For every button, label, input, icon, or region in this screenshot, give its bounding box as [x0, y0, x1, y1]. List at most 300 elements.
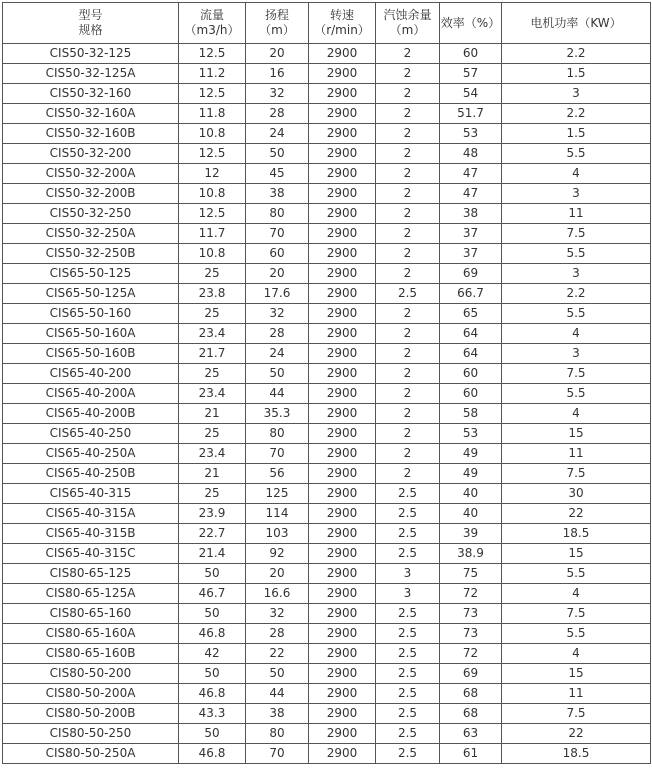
cell-head: 20 — [246, 564, 309, 584]
cell-head: 50 — [246, 664, 309, 684]
table-row — [3, 524, 651, 544]
cell-flow: 12.5 — [179, 204, 246, 224]
cell-speed: 2900 — [309, 544, 376, 564]
table-row — [3, 304, 651, 324]
cell-head: 92 — [246, 544, 309, 564]
cell-npsh: 2 — [376, 44, 440, 64]
cell-motor-power: 7.5 — [502, 704, 651, 724]
cell-model: CIS80-50-200 — [3, 664, 179, 684]
table-row — [3, 184, 651, 204]
cell-motor-power: 1.5 — [502, 124, 651, 144]
cell-speed: 2900 — [309, 264, 376, 284]
cell-model: CIS65-40-315A — [3, 504, 179, 524]
header-line: 规格 — [78, 23, 103, 37]
cell-flow: 10.8 — [179, 124, 246, 144]
cell-flow: 23.8 — [179, 284, 246, 304]
cell-flow: 50 — [179, 564, 246, 584]
cell-head: 70 — [246, 744, 309, 764]
table-row — [3, 664, 651, 684]
cell-npsh: 2 — [376, 124, 440, 144]
table-row — [3, 564, 651, 584]
table-row — [3, 624, 651, 644]
cell-head: 45 — [246, 164, 309, 184]
cell-flow: 12 — [179, 164, 246, 184]
cell-model: CIS50-32-125 — [3, 44, 179, 64]
cell-npsh: 2.5 — [376, 544, 440, 564]
cell-motor-power: 7.5 — [502, 604, 651, 624]
table-row — [3, 644, 651, 664]
cell-efficiency: 61 — [440, 744, 502, 764]
cell-speed: 2900 — [309, 204, 376, 224]
cell-speed: 2900 — [309, 464, 376, 484]
cell-flow: 46.8 — [179, 684, 246, 704]
header-line: 流量 — [199, 8, 224, 22]
cell-flow: 43.3 — [179, 704, 246, 724]
cell-model: CIS65-40-315C — [3, 544, 179, 564]
cell-model: CIS80-65-125A — [3, 584, 179, 604]
table-row — [3, 164, 651, 184]
header-line: 转速 — [329, 8, 354, 22]
cell-model: CIS80-65-160A — [3, 624, 179, 644]
cell-speed: 2900 — [309, 244, 376, 264]
cell-model: CIS80-50-250A — [3, 744, 179, 764]
cell-npsh: 2 — [376, 224, 440, 244]
cell-model: CIS50-32-250 — [3, 204, 179, 224]
cell-flow: 21.7 — [179, 344, 246, 364]
cell-motor-power: 5.5 — [502, 384, 651, 404]
table-row — [3, 704, 651, 724]
cell-npsh: 2 — [376, 464, 440, 484]
cell-speed: 2900 — [309, 704, 376, 724]
cell-npsh: 2 — [376, 264, 440, 284]
cell-npsh: 2.5 — [376, 664, 440, 684]
table-row — [3, 364, 651, 384]
cell-efficiency: 63 — [440, 724, 502, 744]
cell-npsh: 2 — [376, 184, 440, 204]
table-row — [3, 344, 651, 364]
cell-npsh: 2.5 — [376, 704, 440, 724]
cell-npsh: 2 — [376, 164, 440, 184]
cell-motor-power: 22 — [502, 504, 651, 524]
cell-efficiency: 38.9 — [440, 544, 502, 564]
cell-efficiency: 49 — [440, 464, 502, 484]
cell-npsh: 2.5 — [376, 484, 440, 504]
cell-npsh: 2.5 — [376, 724, 440, 744]
cell-model: CIS65-50-160A — [3, 324, 179, 344]
cell-speed: 2900 — [309, 664, 376, 684]
cell-head: 50 — [246, 144, 309, 164]
cell-npsh: 2.5 — [376, 644, 440, 664]
cell-motor-power: 5.5 — [502, 244, 651, 264]
cell-flow: 21 — [179, 404, 246, 424]
cell-model: CIS65-50-125A — [3, 284, 179, 304]
cell-efficiency: 72 — [440, 644, 502, 664]
cell-motor-power: 3 — [502, 344, 651, 364]
cell-speed: 2900 — [309, 624, 376, 644]
cell-efficiency: 38 — [440, 204, 502, 224]
cell-motor-power: 3 — [502, 84, 651, 104]
cell-npsh: 2.5 — [376, 624, 440, 644]
cell-npsh: 2.5 — [376, 744, 440, 764]
table-row — [3, 204, 651, 224]
cell-npsh: 2 — [376, 364, 440, 384]
cell-efficiency: 51.7 — [440, 104, 502, 124]
cell-model: CIS50-32-160A — [3, 104, 179, 124]
cell-efficiency: 54 — [440, 84, 502, 104]
header-line: 型号 — [78, 8, 103, 22]
header-model — [3, 3, 179, 44]
cell-flow: 12.5 — [179, 84, 246, 104]
cell-speed: 2900 — [309, 404, 376, 424]
cell-efficiency: 68 — [440, 684, 502, 704]
cell-speed: 2900 — [309, 684, 376, 704]
cell-efficiency: 37 — [440, 224, 502, 244]
table-row — [3, 124, 651, 144]
header-speed — [309, 3, 376, 44]
cell-model: CIS65-40-315 — [3, 484, 179, 504]
cell-motor-power: 3 — [502, 184, 651, 204]
cell-npsh: 2.5 — [376, 524, 440, 544]
header-line: 扬程 — [264, 8, 289, 22]
cell-npsh: 2 — [376, 144, 440, 164]
cell-flow: 10.8 — [179, 244, 246, 264]
cell-flow: 25 — [179, 484, 246, 504]
cell-npsh: 2.5 — [376, 604, 440, 624]
cell-efficiency: 75 — [440, 564, 502, 584]
header-motor-power — [502, 3, 651, 44]
cell-model: CIS80-65-160B — [3, 644, 179, 664]
cell-efficiency: 57 — [440, 64, 502, 84]
cell-motor-power: 15 — [502, 664, 651, 684]
cell-flow: 11.2 — [179, 64, 246, 84]
cell-speed: 2900 — [309, 564, 376, 584]
table-row — [3, 144, 651, 164]
cell-model: CIS65-40-315B — [3, 524, 179, 544]
cell-head: 60 — [246, 244, 309, 264]
header-row — [3, 3, 651, 44]
cell-speed: 2900 — [309, 524, 376, 544]
cell-npsh: 2 — [376, 324, 440, 344]
cell-speed: 2900 — [309, 224, 376, 244]
cell-model: CIS50-32-250A — [3, 224, 179, 244]
cell-speed: 2900 — [309, 164, 376, 184]
cell-flow: 25 — [179, 304, 246, 324]
cell-motor-power: 22 — [502, 724, 651, 744]
cell-flow: 50 — [179, 724, 246, 744]
cell-head: 32 — [246, 84, 309, 104]
cell-motor-power: 4 — [502, 404, 651, 424]
cell-model: CIS80-65-125 — [3, 564, 179, 584]
table-row — [3, 404, 651, 424]
cell-model: CIS65-40-200B — [3, 404, 179, 424]
cell-npsh: 2.5 — [376, 284, 440, 304]
cell-efficiency: 60 — [440, 44, 502, 64]
cell-model: CIS65-40-250 — [3, 424, 179, 444]
cell-efficiency: 47 — [440, 164, 502, 184]
cell-model: CIS80-50-250 — [3, 724, 179, 744]
cell-npsh: 2.5 — [376, 504, 440, 524]
header-line: （m） — [259, 23, 295, 37]
table-header — [3, 3, 651, 44]
cell-head: 70 — [246, 444, 309, 464]
cell-motor-power: 5.5 — [502, 304, 651, 324]
cell-speed: 2900 — [309, 724, 376, 744]
cell-npsh: 2.5 — [376, 684, 440, 704]
table-row — [3, 444, 651, 464]
cell-motor-power: 7.5 — [502, 224, 651, 244]
cell-head: 28 — [246, 624, 309, 644]
table-row — [3, 484, 651, 504]
cell-head: 28 — [246, 104, 309, 124]
cell-efficiency: 48 — [440, 144, 502, 164]
cell-speed: 2900 — [309, 324, 376, 344]
cell-motor-power: 7.5 — [502, 364, 651, 384]
cell-head: 125 — [246, 484, 309, 504]
header-line: 汽蚀余量 — [383, 8, 432, 22]
cell-motor-power: 1.5 — [502, 64, 651, 84]
cell-motor-power: 4 — [502, 164, 651, 184]
cell-speed: 2900 — [309, 604, 376, 624]
cell-model: CIS80-50-200B — [3, 704, 179, 724]
cell-flow: 50 — [179, 604, 246, 624]
table-row — [3, 584, 651, 604]
table-row — [3, 224, 651, 244]
cell-efficiency: 40 — [440, 504, 502, 524]
cell-efficiency: 66.7 — [440, 284, 502, 304]
cell-efficiency: 58 — [440, 404, 502, 424]
cell-motor-power: 4 — [502, 644, 651, 664]
cell-flow: 11.8 — [179, 104, 246, 124]
cell-model: CIS65-40-200 — [3, 364, 179, 384]
cell-flow: 12.5 — [179, 144, 246, 164]
cell-head: 20 — [246, 44, 309, 64]
cell-efficiency: 64 — [440, 344, 502, 364]
cell-npsh: 3 — [376, 584, 440, 604]
cell-speed: 2900 — [309, 424, 376, 444]
cell-efficiency: 65 — [440, 304, 502, 324]
header-line: （r/min） — [314, 23, 370, 37]
cell-speed: 2900 — [309, 344, 376, 364]
cell-npsh: 2 — [376, 344, 440, 364]
table-row — [3, 744, 651, 764]
header-efficiency — [440, 3, 502, 44]
cell-head: 32 — [246, 304, 309, 324]
cell-model: CIS50-32-250B — [3, 244, 179, 264]
cell-npsh: 2 — [376, 64, 440, 84]
cell-speed: 2900 — [309, 364, 376, 384]
cell-motor-power: 11 — [502, 204, 651, 224]
cell-flow: 10.8 — [179, 184, 246, 204]
cell-speed: 2900 — [309, 304, 376, 324]
table-row — [3, 324, 651, 344]
cell-head: 80 — [246, 204, 309, 224]
table-row — [3, 44, 651, 64]
cell-model: CIS65-40-250B — [3, 464, 179, 484]
cell-flow: 22.7 — [179, 524, 246, 544]
cell-flow: 46.8 — [179, 624, 246, 644]
cell-motor-power: 2.2 — [502, 44, 651, 64]
cell-motor-power: 11 — [502, 684, 651, 704]
cell-motor-power: 15 — [502, 544, 651, 564]
cell-npsh: 2 — [376, 304, 440, 324]
cell-speed: 2900 — [309, 744, 376, 764]
cell-speed: 2900 — [309, 104, 376, 124]
cell-head: 35.3 — [246, 404, 309, 424]
cell-flow: 23.4 — [179, 384, 246, 404]
cell-speed: 2900 — [309, 384, 376, 404]
cell-motor-power: 2.2 — [502, 284, 651, 304]
pump-spec-table — [2, 2, 651, 764]
cell-model: CIS50-32-200 — [3, 144, 179, 164]
cell-efficiency: 69 — [440, 664, 502, 684]
cell-motor-power: 30 — [502, 484, 651, 504]
cell-speed: 2900 — [309, 184, 376, 204]
header-head — [246, 3, 309, 44]
table-row — [3, 604, 651, 624]
cell-efficiency: 64 — [440, 324, 502, 344]
cell-speed: 2900 — [309, 64, 376, 84]
cell-npsh: 2 — [376, 244, 440, 264]
cell-flow: 23.4 — [179, 324, 246, 344]
cell-head: 44 — [246, 684, 309, 704]
cell-efficiency: 39 — [440, 524, 502, 544]
cell-speed: 2900 — [309, 504, 376, 524]
cell-motor-power: 5.5 — [502, 144, 651, 164]
header-flow — [179, 3, 246, 44]
cell-flow: 25 — [179, 264, 246, 284]
cell-motor-power: 11 — [502, 444, 651, 464]
cell-head: 56 — [246, 464, 309, 484]
cell-model: CIS50-32-200B — [3, 184, 179, 204]
cell-model: CIS50-32-160B — [3, 124, 179, 144]
table-row — [3, 464, 651, 484]
table-row — [3, 84, 651, 104]
cell-head: 24 — [246, 344, 309, 364]
cell-motor-power: 18.5 — [502, 524, 651, 544]
cell-model: CIS65-40-200A — [3, 384, 179, 404]
cell-model: CIS50-32-160 — [3, 84, 179, 104]
cell-speed: 2900 — [309, 484, 376, 504]
cell-efficiency: 73 — [440, 604, 502, 624]
cell-head: 38 — [246, 704, 309, 724]
cell-model: CIS65-40-250A — [3, 444, 179, 464]
cell-flow: 46.7 — [179, 584, 246, 604]
cell-flow: 23.9 — [179, 504, 246, 524]
cell-npsh: 2 — [376, 204, 440, 224]
table-row — [3, 244, 651, 264]
cell-motor-power: 7.5 — [502, 464, 651, 484]
cell-head: 38 — [246, 184, 309, 204]
cell-model: CIS65-50-160B — [3, 344, 179, 364]
cell-head: 80 — [246, 424, 309, 444]
cell-efficiency: 60 — [440, 384, 502, 404]
cell-flow: 21 — [179, 464, 246, 484]
cell-head: 32 — [246, 604, 309, 624]
cell-speed: 2900 — [309, 84, 376, 104]
cell-speed: 2900 — [309, 44, 376, 64]
cell-motor-power: 15 — [502, 424, 651, 444]
cell-efficiency: 37 — [440, 244, 502, 264]
cell-npsh: 2 — [376, 104, 440, 124]
header-line: （m3/h） — [184, 23, 240, 37]
cell-npsh: 2 — [376, 444, 440, 464]
cell-speed: 2900 — [309, 584, 376, 604]
cell-flow: 25 — [179, 364, 246, 384]
table-row — [3, 424, 651, 444]
cell-speed: 2900 — [309, 124, 376, 144]
cell-model: CIS65-50-160 — [3, 304, 179, 324]
cell-motor-power: 4 — [502, 584, 651, 604]
cell-efficiency: 73 — [440, 624, 502, 644]
table-body — [3, 44, 651, 764]
cell-npsh: 3 — [376, 564, 440, 584]
cell-motor-power: 3 — [502, 264, 651, 284]
cell-head: 20 — [246, 264, 309, 284]
cell-flow: 12.5 — [179, 44, 246, 64]
table-row — [3, 544, 651, 564]
cell-model: CIS50-32-125A — [3, 64, 179, 84]
cell-head: 80 — [246, 724, 309, 744]
header-line: （m） — [389, 23, 426, 37]
table-row — [3, 64, 651, 84]
cell-model: CIS50-32-200A — [3, 164, 179, 184]
cell-model: CIS80-65-160 — [3, 604, 179, 624]
header-line: 效率（%） — [440, 15, 501, 30]
cell-head: 24 — [246, 124, 309, 144]
cell-efficiency: 53 — [440, 424, 502, 444]
cell-efficiency: 47 — [440, 184, 502, 204]
cell-efficiency: 69 — [440, 264, 502, 284]
header-npsh — [376, 3, 440, 44]
cell-efficiency: 68 — [440, 704, 502, 724]
cell-model: CIS65-50-125 — [3, 264, 179, 284]
cell-motor-power: 2.2 — [502, 104, 651, 124]
cell-head: 44 — [246, 384, 309, 404]
cell-head: 16.6 — [246, 584, 309, 604]
cell-motor-power: 5.5 — [502, 624, 651, 644]
cell-model: CIS80-50-200A — [3, 684, 179, 704]
table-row — [3, 104, 651, 124]
cell-flow: 21.4 — [179, 544, 246, 564]
cell-flow: 11.7 — [179, 224, 246, 244]
cell-head: 16 — [246, 64, 309, 84]
cell-flow: 23.4 — [179, 444, 246, 464]
cell-npsh: 2 — [376, 84, 440, 104]
header-line: 电机功率（KW） — [530, 15, 622, 30]
cell-efficiency: 60 — [440, 364, 502, 384]
cell-head: 103 — [246, 524, 309, 544]
cell-npsh: 2 — [376, 404, 440, 424]
cell-motor-power: 18.5 — [502, 744, 651, 764]
cell-motor-power: 4 — [502, 324, 651, 344]
cell-head: 50 — [246, 364, 309, 384]
cell-flow: 50 — [179, 664, 246, 684]
cell-flow: 25 — [179, 424, 246, 444]
cell-head: 22 — [246, 644, 309, 664]
cell-efficiency: 72 — [440, 584, 502, 604]
cell-motor-power: 5.5 — [502, 564, 651, 584]
cell-speed: 2900 — [309, 444, 376, 464]
cell-flow: 42 — [179, 644, 246, 664]
cell-flow: 46.8 — [179, 744, 246, 764]
cell-npsh: 2 — [376, 384, 440, 404]
table-row — [3, 724, 651, 744]
cell-head: 114 — [246, 504, 309, 524]
table-row — [3, 284, 651, 304]
table-row — [3, 384, 651, 404]
cell-efficiency: 49 — [440, 444, 502, 464]
cell-head: 28 — [246, 324, 309, 344]
